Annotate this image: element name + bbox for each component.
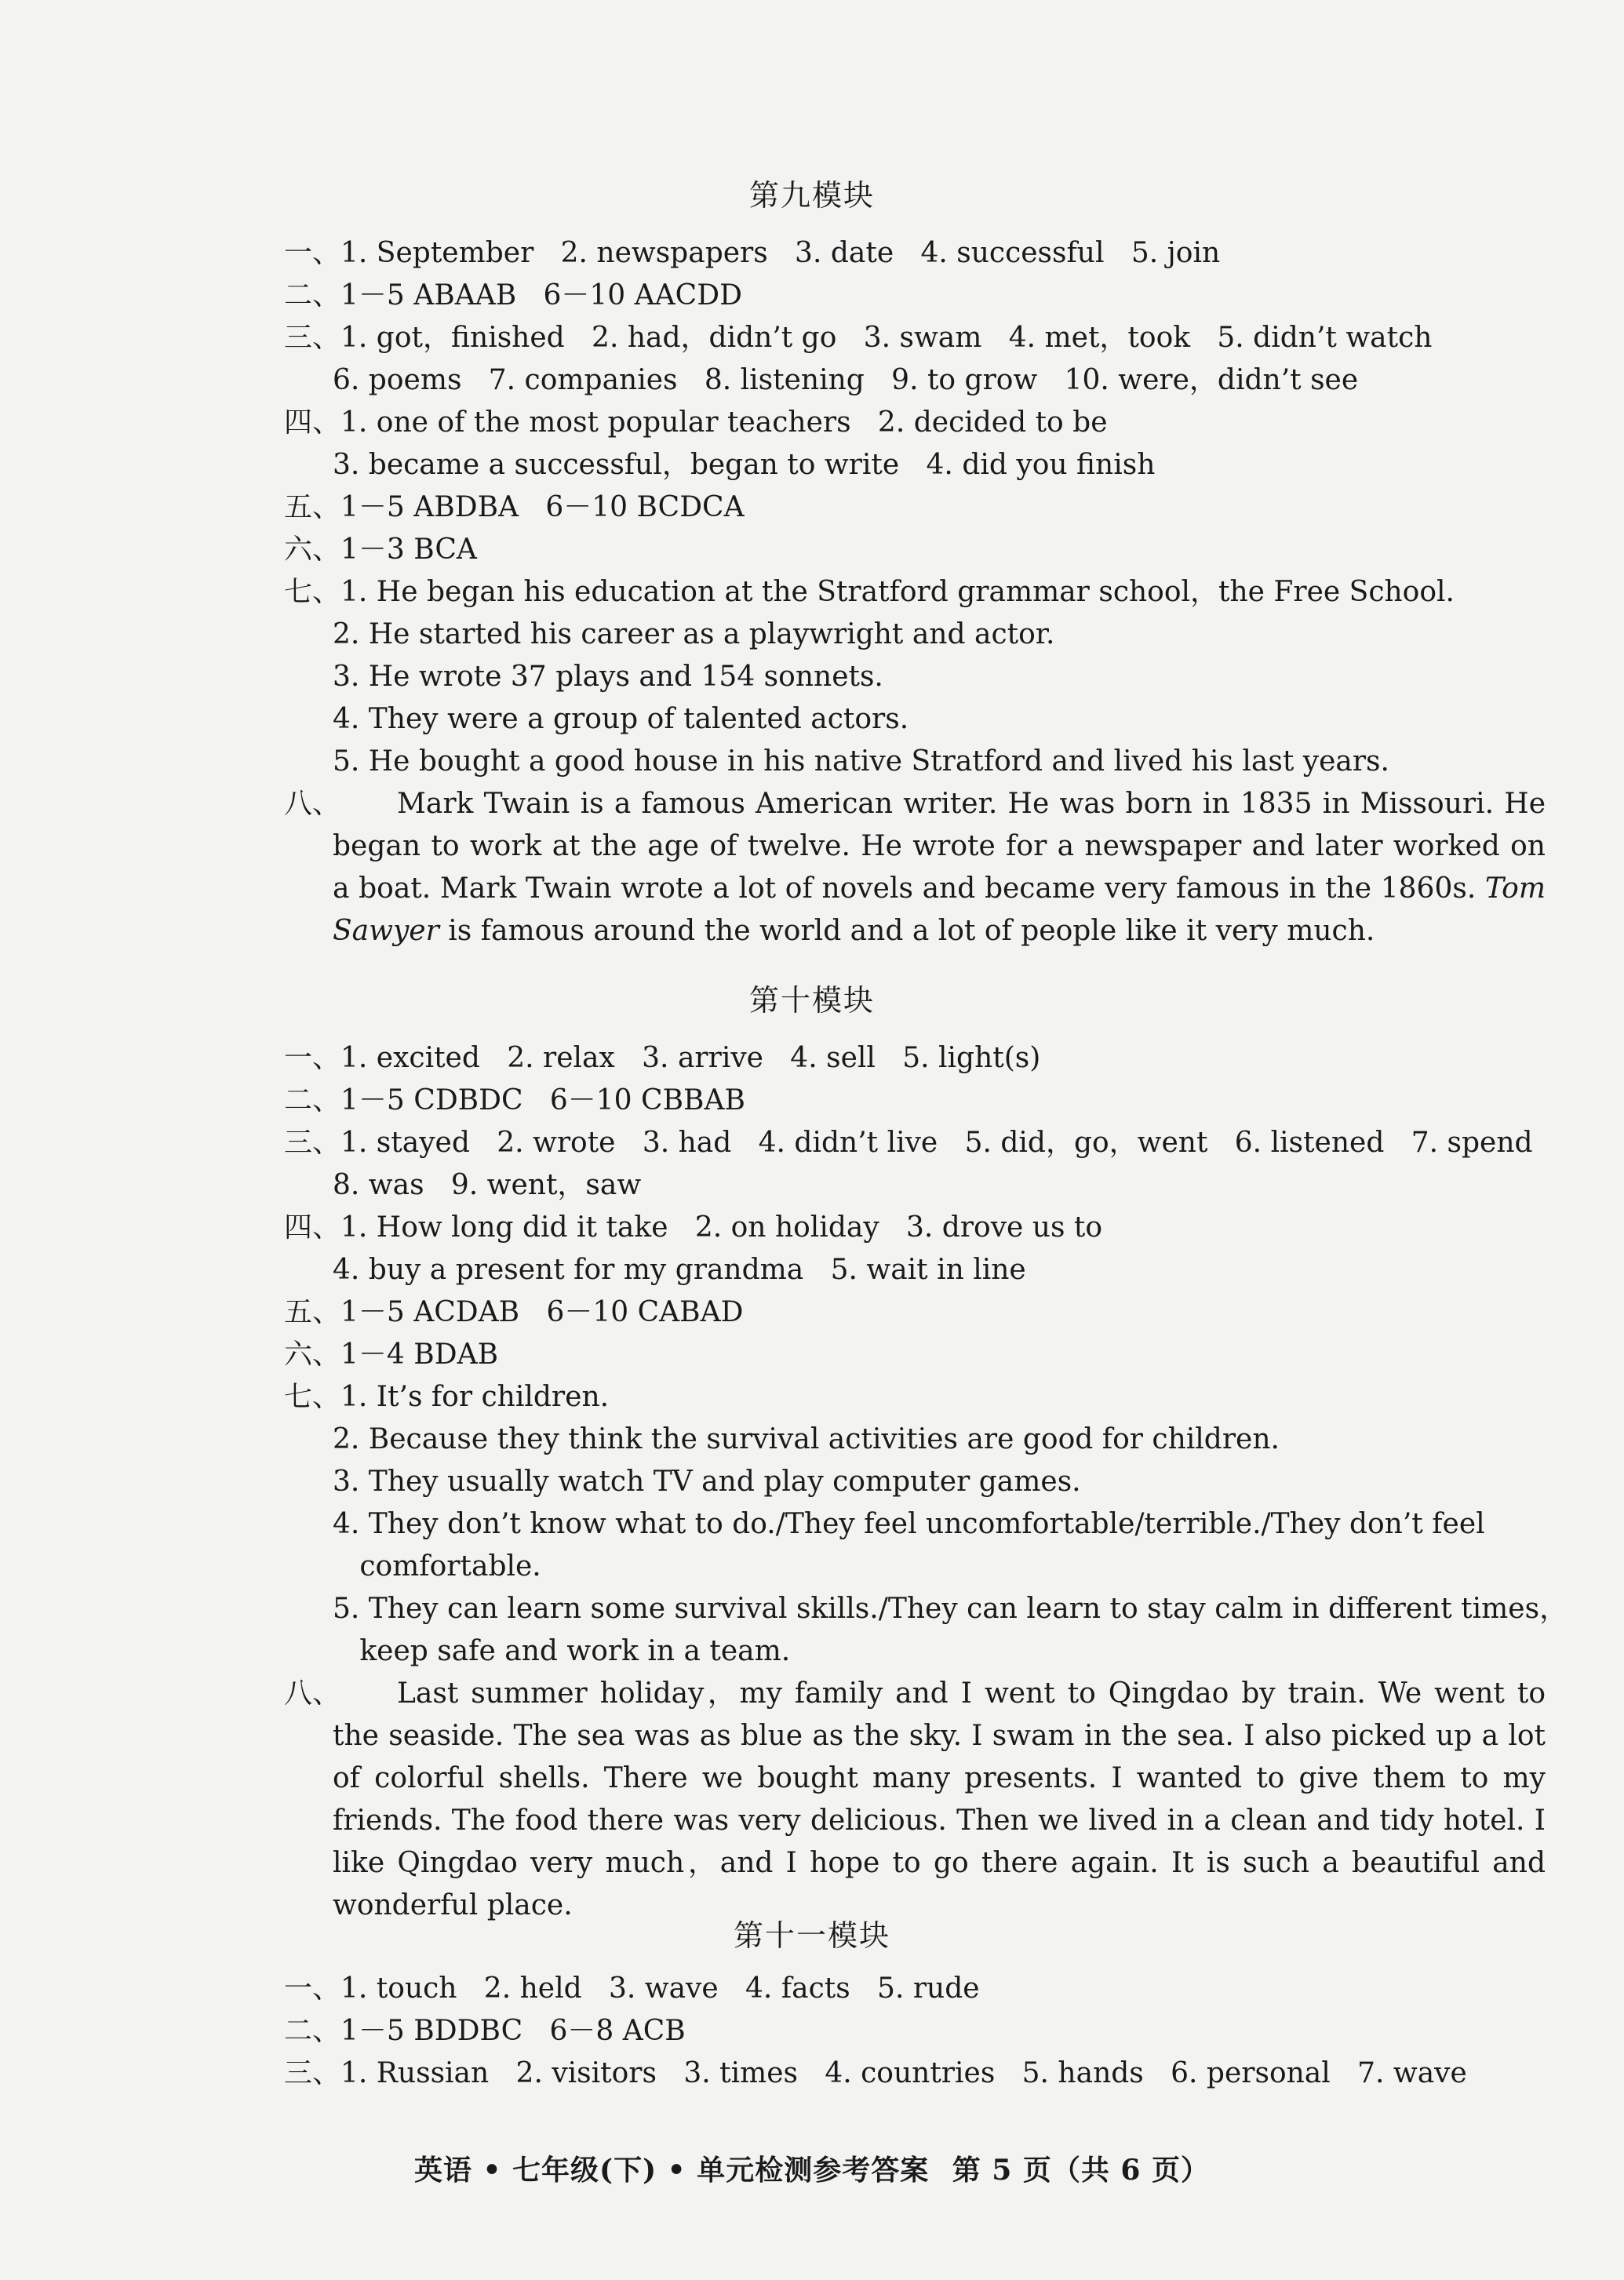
answer-text: 1. September 2. newspapers 3. date 4. successful 5. join	[340, 237, 1221, 269]
footer-page-number: 第 5 页（共 6 页）	[952, 2154, 1210, 2187]
answer-text: 1. excited 2. relax 3. arrive 4. sell 5. light(s)	[340, 1042, 1041, 1074]
essay-text-end: is famous around the world and a lot of people like it very much.	[439, 915, 1375, 947]
answer-text: 1－5 ACDAB 6－10 CABAD	[340, 1296, 744, 1328]
answer-text: 1. How long did it take 2. on holiday 3. drove us to	[340, 1211, 1103, 1244]
answer-text: 4. They were a group of talented actors.	[333, 703, 909, 735]
answer-text: 1. got，finished 2. had，didn’t go 3. swam 4. met，took 5. didn’t watch	[340, 322, 1433, 354]
essay-paragraph	[333, 1673, 1546, 1927]
answer-line	[284, 232, 1546, 275]
question-number: 七、	[284, 576, 341, 608]
answer-line	[333, 1546, 1546, 1588]
answer-text: 1－5 CDBDC 6－10 CBBAB	[340, 1084, 745, 1116]
answer-line	[284, 1207, 1546, 1249]
book-title: Tom Sawyer	[333, 872, 1546, 947]
answer-line	[284, 1291, 1546, 1334]
answer-line	[333, 614, 1546, 656]
question-number: 二、	[284, 279, 341, 311]
footer-book-title: 英语 • 七年级(下) • 单元检测参考答案	[413, 2154, 930, 2187]
answer-line	[284, 275, 1546, 317]
answer-text: 1. touch 2. held 3. wave 4. facts 5. rude	[340, 1972, 980, 2005]
question-number: 一、	[284, 1972, 341, 2005]
answer-text: keep safe and work in a team.	[333, 1635, 791, 1667]
answer-text: 6. poems 7. companies 8. listening 9. to grow 10. were，didn’t see	[333, 364, 1359, 396]
answer-line	[333, 1461, 1546, 1503]
question-number: 二、	[284, 1084, 341, 1116]
answer-text: 3. He wrote 37 plays and 154 sonnets.	[333, 661, 883, 693]
answer-text: 1. stayed 2. wrote 3. had 4. didn’t live 5. did，go，went 6. listened 7. spend	[340, 1127, 1533, 1159]
answer-text: 1. It’s for children.	[340, 1381, 610, 1413]
answer-line	[284, 2052, 1546, 2095]
answer-text: 1－3 BCA	[340, 534, 477, 566]
section-title-9: 第九模块	[748, 178, 875, 213]
question-number: 五、	[284, 491, 341, 523]
answer-line	[284, 1334, 1546, 1376]
answer-line	[284, 317, 1546, 359]
answer-line	[333, 1630, 1546, 1673]
answer-line	[284, 1122, 1546, 1164]
essay-label: 八、	[284, 1677, 341, 1710]
answer-line	[333, 1164, 1546, 1207]
answer-line	[284, 402, 1546, 444]
essay-paragraph	[333, 783, 1546, 952]
question-number: 一、	[284, 237, 341, 269]
question-number: 七、	[284, 1381, 341, 1413]
answer-text: 8. was 9. went，saw	[333, 1169, 642, 1201]
essay-text: Last summer holiday，my family and I went to Qingdao by train. We went to the seaside. The sea was as blue as the sky. I swam in the sea. I also picked up a lot of colorful shells. There we bought many presents. I wanted to give them to my friends. The food there was very delicious. Then we lived in a clean and tidy hotel. I like Qingdao very much，and I hope to go there again. It is such a beautiful and wonderful place.	[333, 1677, 1546, 1921]
answer-text: 1. Russian 2. visitors 3. times 4. countries 5. hands 6. personal 7. wave	[340, 2057, 1467, 2089]
answer-text: 1－5 BDDBC 6－8 ACB	[340, 2015, 686, 2047]
question-number: 三、	[284, 2057, 341, 2089]
question-number: 三、	[284, 322, 341, 354]
answer-line	[333, 1588, 1568, 1630]
question-number: 二、	[284, 2015, 341, 2047]
answer-text: 1. one of the most popular teachers 2. decided to be	[340, 406, 1108, 439]
section-title-11: 第十一模块	[733, 1918, 890, 1953]
answer-line	[333, 698, 1546, 741]
answer-line	[284, 2010, 1546, 2052]
question-number: 五、	[284, 1296, 341, 1328]
answer-text: 1－5 ABDBA 6－10 BCDCA	[340, 491, 745, 523]
answer-line	[333, 444, 1546, 486]
page-footer	[0, 2148, 1624, 2188]
answer-line	[333, 1249, 1546, 1291]
answer-text: 1－4 BDAB	[340, 1338, 499, 1371]
answer-line	[333, 1419, 1546, 1461]
answer-line	[333, 656, 1546, 698]
question-number: 四、	[284, 1211, 341, 1244]
answer-line	[284, 1037, 1546, 1080]
answer-text: 5. They can learn some survival skills./They can learn to stay calm in different times，	[333, 1593, 1568, 1625]
essay-text: Mark Twain is a famous American writer. He was born in 1835 in Missouri. He began to work at the age of twelve. He wrote for a newspaper and later worked on a boat. Mark Twain wrote a lot of novels and became very famous in the 1860s.	[333, 788, 1546, 905]
answer-line	[284, 1376, 1546, 1419]
question-number: 六、	[284, 1338, 341, 1371]
answer-text: 3. became a successful，began to write 4. did you finish	[333, 449, 1156, 481]
answer-text: 2. He started his career as a playwright and actor.	[333, 618, 1055, 650]
answer-line	[284, 571, 1546, 614]
answer-line	[284, 486, 1546, 529]
answer-text: 4. buy a present for my grandma 5. wait in line	[333, 1254, 1026, 1286]
answer-text: 2. Because they think the survival activities are good for children.	[333, 1423, 1280, 1455]
section-title-10: 第十模块	[748, 983, 875, 1018]
question-number: 三、	[284, 1127, 341, 1159]
answer-line	[284, 1080, 1546, 1122]
answer-text: 1－5 ABAAB 6－10 AACDD	[340, 279, 742, 311]
answer-text: 3. They usually watch TV and play computer games.	[333, 1466, 1081, 1498]
answer-line	[284, 529, 1546, 571]
answer-line	[333, 1503, 1546, 1546]
answer-line	[333, 359, 1546, 402]
answer-text: 5. He bought a good house in his native Stratford and lived his last years.	[333, 745, 1389, 778]
question-number: 一、	[284, 1042, 341, 1074]
essay-label: 八、	[284, 788, 341, 820]
answer-text: 1. He began his education at the Stratford grammar school，the Free School.	[340, 576, 1455, 608]
answer-line	[333, 741, 1546, 783]
answer-text: 4. They don’t know what to do./They feel uncomfortable/terrible./They don’t feel	[333, 1508, 1485, 1540]
answer-line	[284, 1968, 1546, 2010]
question-number: 六、	[284, 534, 341, 566]
question-number: 四、	[284, 406, 341, 439]
answer-text: comfortable.	[333, 1550, 541, 1583]
